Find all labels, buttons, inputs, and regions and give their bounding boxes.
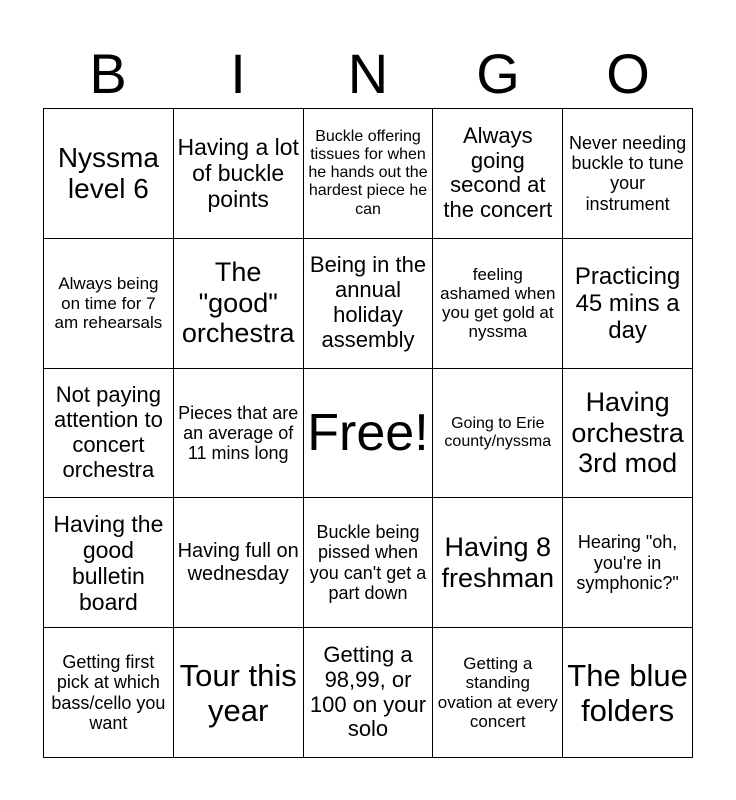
header-letter-b: B	[89, 42, 127, 105]
bingo-cell[interactable]: Always being on time for 7 am rehearsals	[44, 239, 174, 369]
header-letter-o: O	[606, 42, 650, 105]
bingo-grid	[43, 108, 693, 758]
bingo-cell[interactable]: Never needing buckle to tune your instrument	[563, 109, 693, 239]
bingo-cell[interactable]: The "good" orchestra	[174, 239, 304, 369]
bingo-cell[interactable]: Always going second at the concert	[433, 109, 563, 239]
bingo-cell[interactable]: Being in the annual holiday assembly	[304, 239, 434, 369]
header-letter-g: G	[476, 42, 520, 105]
header-letter-n: N	[347, 42, 389, 105]
bingo-header	[43, 38, 693, 110]
bingo-cell[interactable]: Having orchestra 3rd mod	[563, 369, 693, 499]
bingo-cell[interactable]: Getting a standing ovation at every concert	[433, 628, 563, 758]
bingo-cell[interactable]: Having a lot of buckle points	[174, 109, 304, 239]
bingo-cell[interactable]: Getting a 98,99, or 100 on your solo	[304, 628, 434, 758]
bingo-cell[interactable]: Having the good bulletin board	[44, 498, 174, 628]
bingo-cell[interactable]: Having full on wednesday	[174, 498, 304, 628]
bingo-cell[interactable]: Buckle offering tissues for when he hands out the hardest piece he can	[304, 109, 434, 239]
bingo-cell[interactable]: Going to Erie county/nyssma	[433, 369, 563, 499]
bingo-cell[interactable]: Tour this year	[174, 628, 304, 758]
bingo-cell[interactable]: Buckle being pissed when you can't get a part down	[304, 498, 434, 628]
bingo-cell[interactable]: Nyssma level 6	[44, 109, 174, 239]
bingo-cell[interactable]: feeling ashamed when you get gold at nyssma	[433, 239, 563, 369]
bingo-cell[interactable]: Pieces that are an average of 11 mins long	[174, 369, 304, 499]
bingo-cell[interactable]: Not paying attention to concert orchestra	[44, 369, 174, 499]
header-letter-i: I	[230, 42, 246, 105]
bingo-cell[interactable]: Getting first pick at which bass/cello you want	[44, 628, 174, 758]
bingo-cell[interactable]: Hearing "oh, you're in symphonic?"	[563, 498, 693, 628]
bingo-cell[interactable]: The blue folders	[563, 628, 693, 758]
bingo-cell[interactable]: Having 8 freshman	[433, 498, 563, 628]
free-space-cell[interactable]: Free!	[304, 369, 434, 499]
bingo-cell[interactable]: Practicing 45 mins a day	[563, 239, 693, 369]
